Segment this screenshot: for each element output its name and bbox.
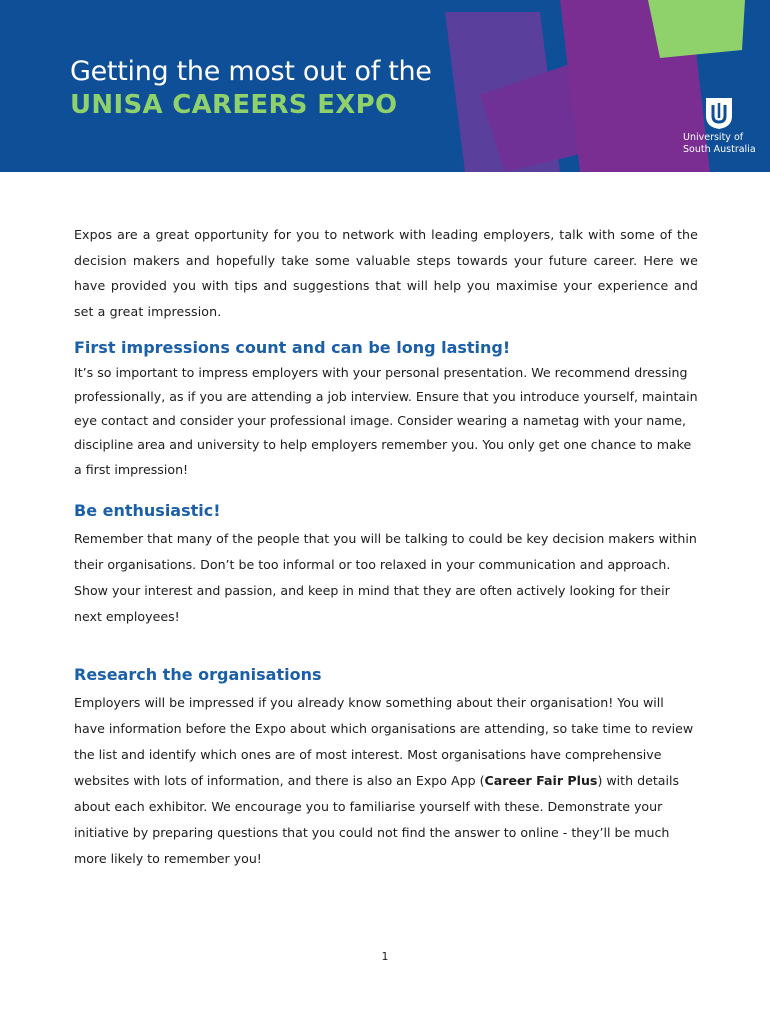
app-name: Career Fair Plus: [484, 772, 598, 788]
section-heading-first-impressions: First impressions count and can be long lasting!: [74, 337, 511, 357]
page-title-line2: UNISA CAREERS EXPO: [70, 90, 398, 120]
section-body-enthusiastic: Remember that many of the people that you will be talking to could be key decision makers within their organisations. Don’t be too informal or too relaxed in your communication and approach. Show your interest and passion, and keep in mind that they are often actively looking for their next employees!: [74, 530, 697, 624]
research-text-part2: ) with details about each exhibitor. We encourage you to familiarise yourself with these. Demonstrate your initiative by preparing questions that you could not find the answer to online - they’ll be much more likely to remember you!: [74, 772, 680, 866]
header-banner: [0, 0, 770, 172]
research-text-part1: Employers will be impressed if you already know something about their organisation! You will have information before the Expo about which organisations are attending, so take time to review the list and identify which ones are of most interest. Most organisations have comprehensive websites with lots of information, and there is also an Expo App (: [74, 694, 694, 788]
logo-text-line1: University of: [683, 132, 744, 143]
page-title-line1: Getting the most out of the: [70, 56, 432, 87]
logo-text-line2: South Australia: [683, 144, 756, 155]
section-heading-enthusiastic: Be enthusiastic!: [74, 500, 221, 520]
university-logo: [680, 96, 760, 160]
document-body: [74, 222, 698, 872]
page-number: 1: [381, 950, 389, 963]
intro-paragraph: Expos are a great opportunity for you to network with leading employers, talk with some of the decision makers and hopefully take some valuable steps towards your future career. Here we have provided you with tips and suggestions that will help you maximise your experience and set a great impression.: [74, 227, 698, 320]
section-heading-research: Research the organisations: [74, 664, 322, 684]
section-body-research: [74, 690, 698, 872]
section-body-first-impressions: It’s so important to impress employers with your personal presentation. We recommend dressing professionally, as if you are attending a job interview. Ensure that you introduce yourself, maintain eye contact and consider your professional image. Consider wearing a nametag with your name, discipline area and university to help employers remember you. You only get one chance to make a first impression!: [74, 364, 698, 477]
shield-icon: [704, 96, 734, 130]
